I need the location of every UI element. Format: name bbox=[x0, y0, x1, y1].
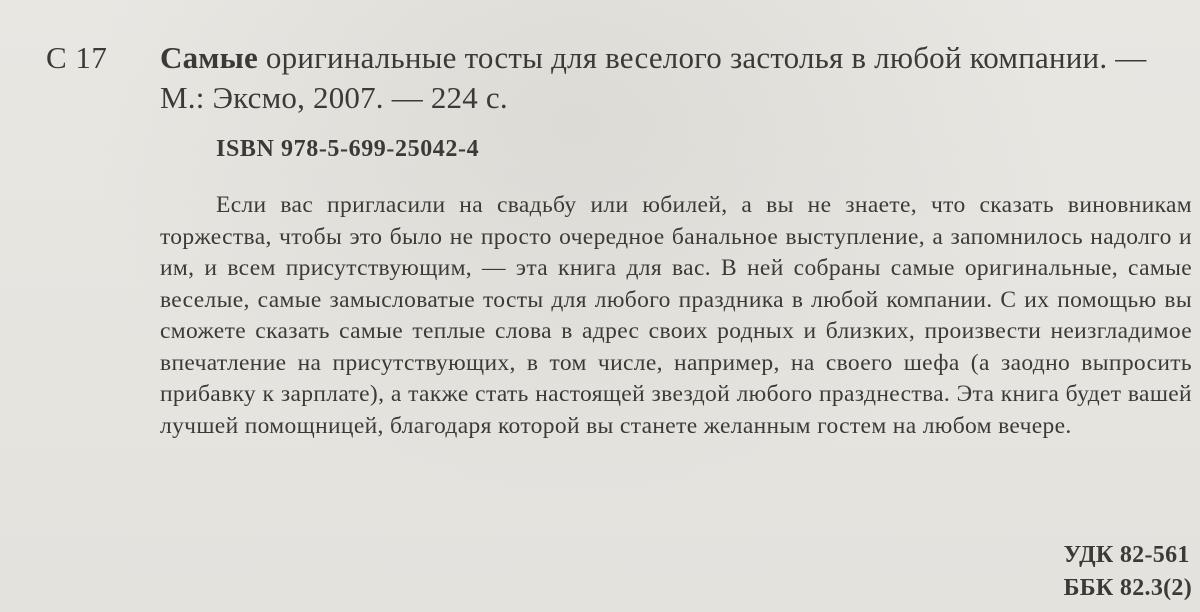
bbk-code: ББК 82.3(2) bbox=[1063, 575, 1192, 601]
isbn: ISBN 978-5-699-25042-4 bbox=[216, 136, 480, 162]
catalog-code: С 17 bbox=[46, 40, 108, 75]
udk-code: УДК 82-561 bbox=[1063, 542, 1190, 568]
bibliographic-rest: оригинальные тосты для веселого застолья в любой компании. — М.: Эксмо, 2007. — 224 с. bbox=[160, 40, 1147, 115]
bibliographic-entry bbox=[160, 38, 1198, 118]
classification-block bbox=[1064, 539, 1192, 605]
annotation-paragraph: Если вас пригласили на свадьбу или юбилей, а вы не знаете, что сказать виновникам торжества, чтобы это было не просто очередное банальное выступление, а запомнилось надолго и им, и всем присутствующим, — эта книга для вас. В ней собраны самые оригинальные, самые веселые, самые замысловатые тосты для любого праздника в любой компании. С их помощью вы сможете сказать самые теплые слова в адрес своих родных и близких, произвести неизгладимое впечатление на присутствующих, в том числе, например, на своего шефа (а заодно выпросить прибавку к зарплате), а также стать настоящей звездой любого празднества. Эта книга будет вашей лучшей помощницей, благодаря которой вы станете желанным гостем на любом вечере. bbox=[160, 192, 1192, 439]
title-first-word: Самые bbox=[160, 40, 258, 75]
